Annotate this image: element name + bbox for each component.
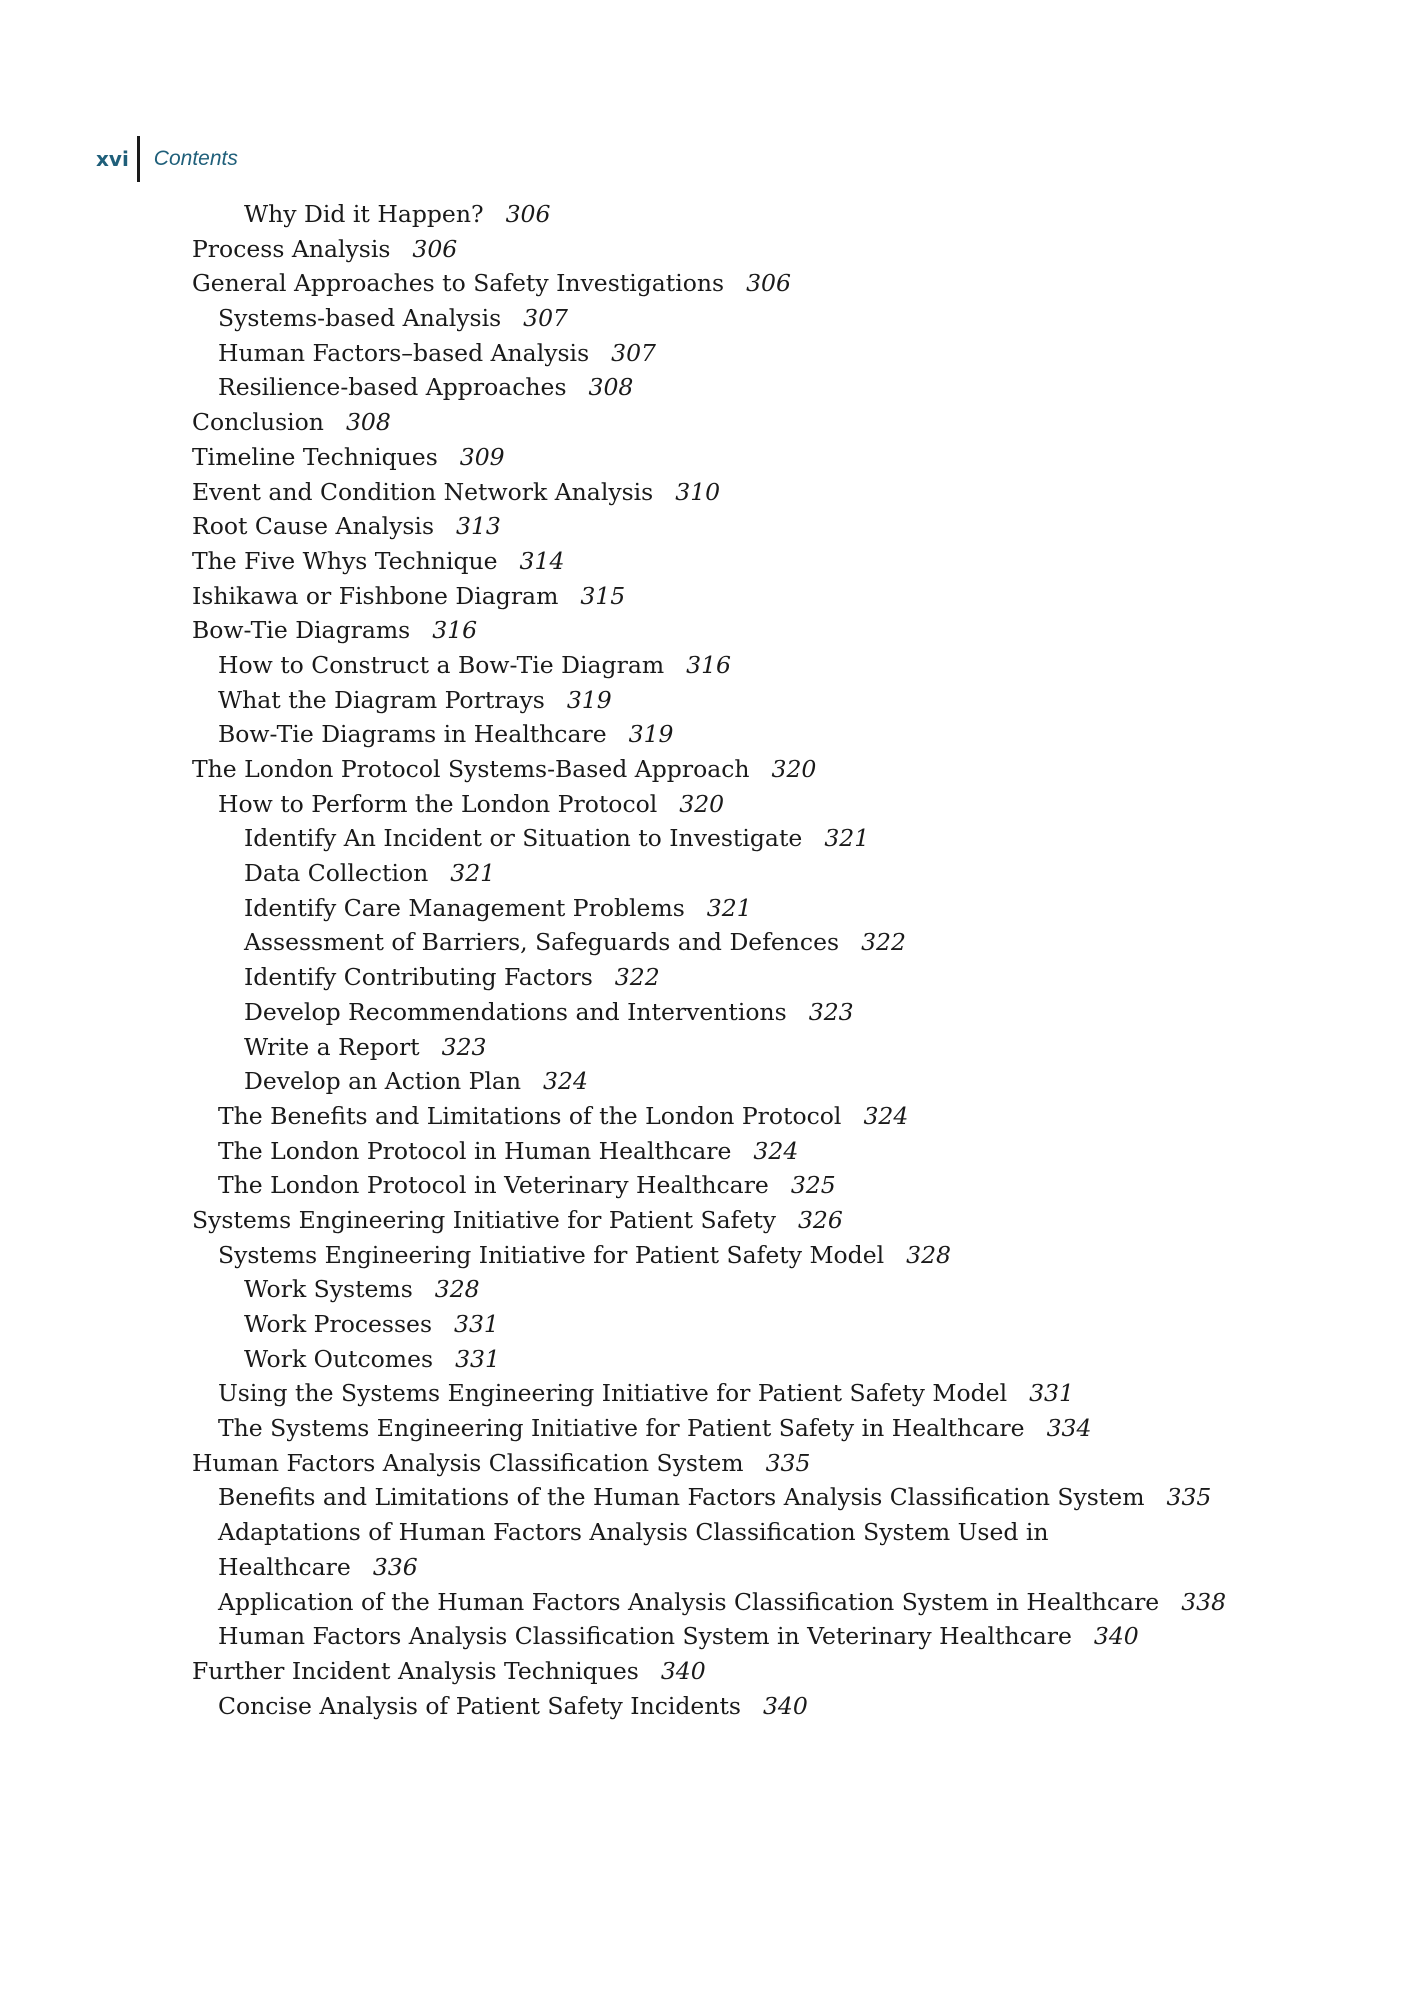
toc-entry-page: 308 (588, 373, 634, 402)
toc-entry-page: 320 (771, 755, 817, 783)
running-head (96, 136, 238, 182)
toc-entry-page: 322 (614, 963, 660, 992)
toc-entry (192, 336, 1352, 371)
toc-entry-page: 307 (523, 304, 569, 333)
toc-entry-page: 306 (746, 269, 791, 298)
toc-entry (192, 1099, 1352, 1134)
toc-entry-page: 324 (863, 1101, 909, 1130)
toc-entry-title: Work Processes (244, 1310, 432, 1338)
toc-entry-title: The Benefits and Limitations of the London Protocol (218, 1101, 842, 1130)
toc-entry-title: The Five Whys Technique (192, 546, 498, 575)
toc-entry-page: 340 (660, 1656, 706, 1685)
toc-entry (192, 1480, 1352, 1515)
toc-entry-title: Bow-Tie Diagrams (192, 616, 411, 645)
toc-entry-title: How to Perform the London Protocol (218, 789, 658, 818)
toc-entry-title: Process Analysis (192, 234, 391, 263)
toc-entry (192, 1654, 1352, 1689)
toc-entry-title: How to Construct a Bow-Tie Diagram (218, 650, 665, 679)
toc-entry-title: The London Protocol in Veterinary Healthcare (218, 1171, 769, 1200)
toc-entry-title: Develop an Action Plan (244, 1067, 522, 1096)
toc-entry (192, 1585, 1352, 1620)
toc-entry-title: Further Incident Analysis Techniques (192, 1656, 639, 1685)
toc-entry-page: 306 (505, 200, 551, 228)
toc-entry-title: Benefits and Limitations of the Human Factors Analysis Classification System (218, 1483, 1145, 1512)
toc-entry-title: Human Factors–based Analysis (218, 338, 590, 367)
toc-entry-title: The London Protocol Systems-Based Approach (192, 755, 750, 783)
toc-entry (192, 995, 1352, 1030)
toc-entry-page: 314 (519, 546, 565, 575)
toc-entry-page: 322 (861, 928, 906, 957)
toc-entry (192, 960, 1352, 995)
toc-entry-page: 335 (765, 1448, 811, 1477)
toc-entry (192, 1238, 1352, 1273)
toc-entry (192, 579, 1352, 614)
toc-entry-page: 315 (580, 581, 626, 610)
toc-entry (192, 301, 1352, 336)
toc-entry-page: 335 (1166, 1483, 1212, 1512)
toc-entry-title: Timeline Techniques (192, 442, 438, 471)
toc-entry-page: 306 (412, 234, 458, 263)
toc-entry-title: Assessment of Barriers, Safeguards and Defences (244, 928, 840, 957)
toc-entry-title-continued: Healthcare (218, 1552, 351, 1581)
toc-entry-page: 323 (441, 1032, 487, 1061)
toc-entry-title: Systems Engineering Initiative for Patient Safety (192, 1205, 776, 1234)
toc-entry-title: Data Collection (244, 859, 429, 888)
toc-entry-title: Work Outcomes (244, 1344, 434, 1373)
toc-entry-title: What the Diagram Portrays (218, 685, 545, 714)
toc-entry (192, 1342, 1352, 1377)
toc-entry-title: Adaptations of Human Factors Analysis Classification System Used in (218, 1518, 1049, 1547)
toc-entry-title: General Approaches to Safety Investigations (192, 269, 725, 298)
toc-entry-page: 328 (434, 1275, 480, 1304)
toc-entry (192, 856, 1352, 891)
toc-entry-page: 316 (432, 616, 478, 645)
toc-entry-page: 328 (906, 1240, 951, 1269)
toc-entry (192, 1619, 1352, 1654)
toc-entry (192, 370, 1352, 405)
toc-entry-page: 331 (455, 1344, 500, 1373)
toc-entry-title: Conclusion (192, 408, 324, 437)
toc-entry (192, 1168, 1352, 1203)
toc-entry-page: 340 (762, 1691, 808, 1720)
toc-entry-page: 338 (1181, 1587, 1227, 1616)
toc-entry-page: 308 (345, 408, 391, 437)
toc-entry (192, 925, 1352, 960)
toc-entry-page: 321 (706, 893, 752, 922)
toc-entry (192, 821, 1352, 856)
toc-list (192, 197, 1352, 1723)
toc-entry-page: 325 (790, 1171, 836, 1200)
page-number: xvi (96, 147, 129, 171)
toc-entry-page: 336 (372, 1552, 418, 1581)
toc-entry-title: Systems-based Analysis (218, 304, 502, 333)
header-rule (137, 136, 140, 182)
toc-entry-page: 324 (543, 1067, 588, 1096)
toc-entry (192, 1064, 1352, 1099)
toc-entry-page: 320 (679, 789, 725, 818)
toc-entry-page: 331 (1029, 1379, 1074, 1408)
toc-entry-page: 309 (459, 442, 505, 471)
toc-entry-page: 331 (454, 1310, 499, 1338)
toc-entry-page: 313 (456, 512, 501, 541)
toc-entry-page: 324 (753, 1136, 799, 1165)
toc-entry-title: Resilience-based Approaches (218, 373, 567, 402)
section-title: Contents (153, 147, 238, 170)
toc-entry (192, 544, 1352, 579)
toc-entry (192, 683, 1352, 718)
toc-entry (192, 440, 1352, 475)
toc-entry-title: Identify Care Management Problems (244, 893, 685, 922)
toc-entry-page: 316 (686, 650, 731, 679)
toc-entry-title: Root Cause Analysis (192, 512, 435, 541)
toc-entry (192, 1515, 1352, 1584)
toc-entry (192, 1446, 1352, 1481)
toc-entry (192, 1272, 1352, 1307)
toc-entry-title: Ishikawa or Fishbone Diagram (192, 581, 559, 610)
toc-entry-title: The London Protocol in Human Healthcare (218, 1136, 732, 1165)
toc-entry (192, 1203, 1352, 1238)
toc-entry-page: 321 (450, 859, 496, 888)
toc-entry (192, 1307, 1352, 1342)
toc-entry-page: 310 (675, 477, 721, 506)
toc-entry-title: Human Factors Analysis Classification System (192, 1448, 744, 1477)
toc-entry (192, 1376, 1352, 1411)
toc-entry-title: Human Factors Analysis Classification System in Veterinary Healthcare (218, 1622, 1072, 1651)
toc-entry-title: Identify An Incident or Situation to Investigate (244, 824, 803, 853)
toc-entry (192, 1030, 1352, 1065)
toc-entry-title: Systems Engineering Initiative for Patient Safety Model (218, 1240, 885, 1269)
toc-entry-title: Why Did it Happen? (244, 200, 484, 228)
toc-entry-page: 323 (808, 997, 854, 1026)
toc-entry-title: Event and Condition Network Analysis (192, 477, 654, 506)
toc-entry-page: 326 (797, 1205, 843, 1234)
toc-entry (192, 1689, 1352, 1724)
toc-entry-title: Work Systems (244, 1275, 413, 1304)
toc-entry-title: Bow-Tie Diagrams in Healthcare (218, 720, 607, 749)
toc-entry-page: 334 (1046, 1414, 1092, 1443)
toc-entry (192, 1134, 1352, 1169)
toc-entry-title: The Systems Engineering Initiative for Patient Safety in Healthcare (218, 1414, 1025, 1443)
toc-entry-title: Identify Contributing Factors (244, 963, 593, 992)
toc-entry (192, 717, 1352, 752)
toc-entry-title: Develop Recommendations and Interventions (244, 997, 787, 1026)
toc-entry (192, 475, 1352, 510)
toc-entry (192, 232, 1352, 267)
toc-entry-page: 321 (824, 824, 870, 853)
toc-entry-page: 307 (611, 338, 656, 367)
toc-entry (192, 266, 1352, 301)
toc-entry-title: Concise Analysis of Patient Safety Incidents (218, 1691, 741, 1720)
toc-entry (192, 752, 1352, 787)
toc-entry-title: Using the Systems Engineering Initiative for Patient Safety Model (218, 1379, 1008, 1408)
toc-entry-page: 340 (1093, 1622, 1139, 1651)
toc-entry (192, 197, 1352, 232)
toc-entry-title: Application of the Human Factors Analysis Classification System in Healthcare (218, 1587, 1160, 1616)
toc-entry (192, 405, 1352, 440)
toc-entry (192, 648, 1352, 683)
toc-entry-page: 319 (628, 720, 674, 749)
toc-entry-page: 319 (566, 685, 612, 714)
toc-entry (192, 1411, 1352, 1446)
toc-entry (192, 509, 1352, 544)
toc-entry (192, 891, 1352, 926)
toc-entry (192, 787, 1352, 822)
toc-entry-title: Write a Report (244, 1032, 420, 1061)
toc-entry (192, 613, 1352, 648)
